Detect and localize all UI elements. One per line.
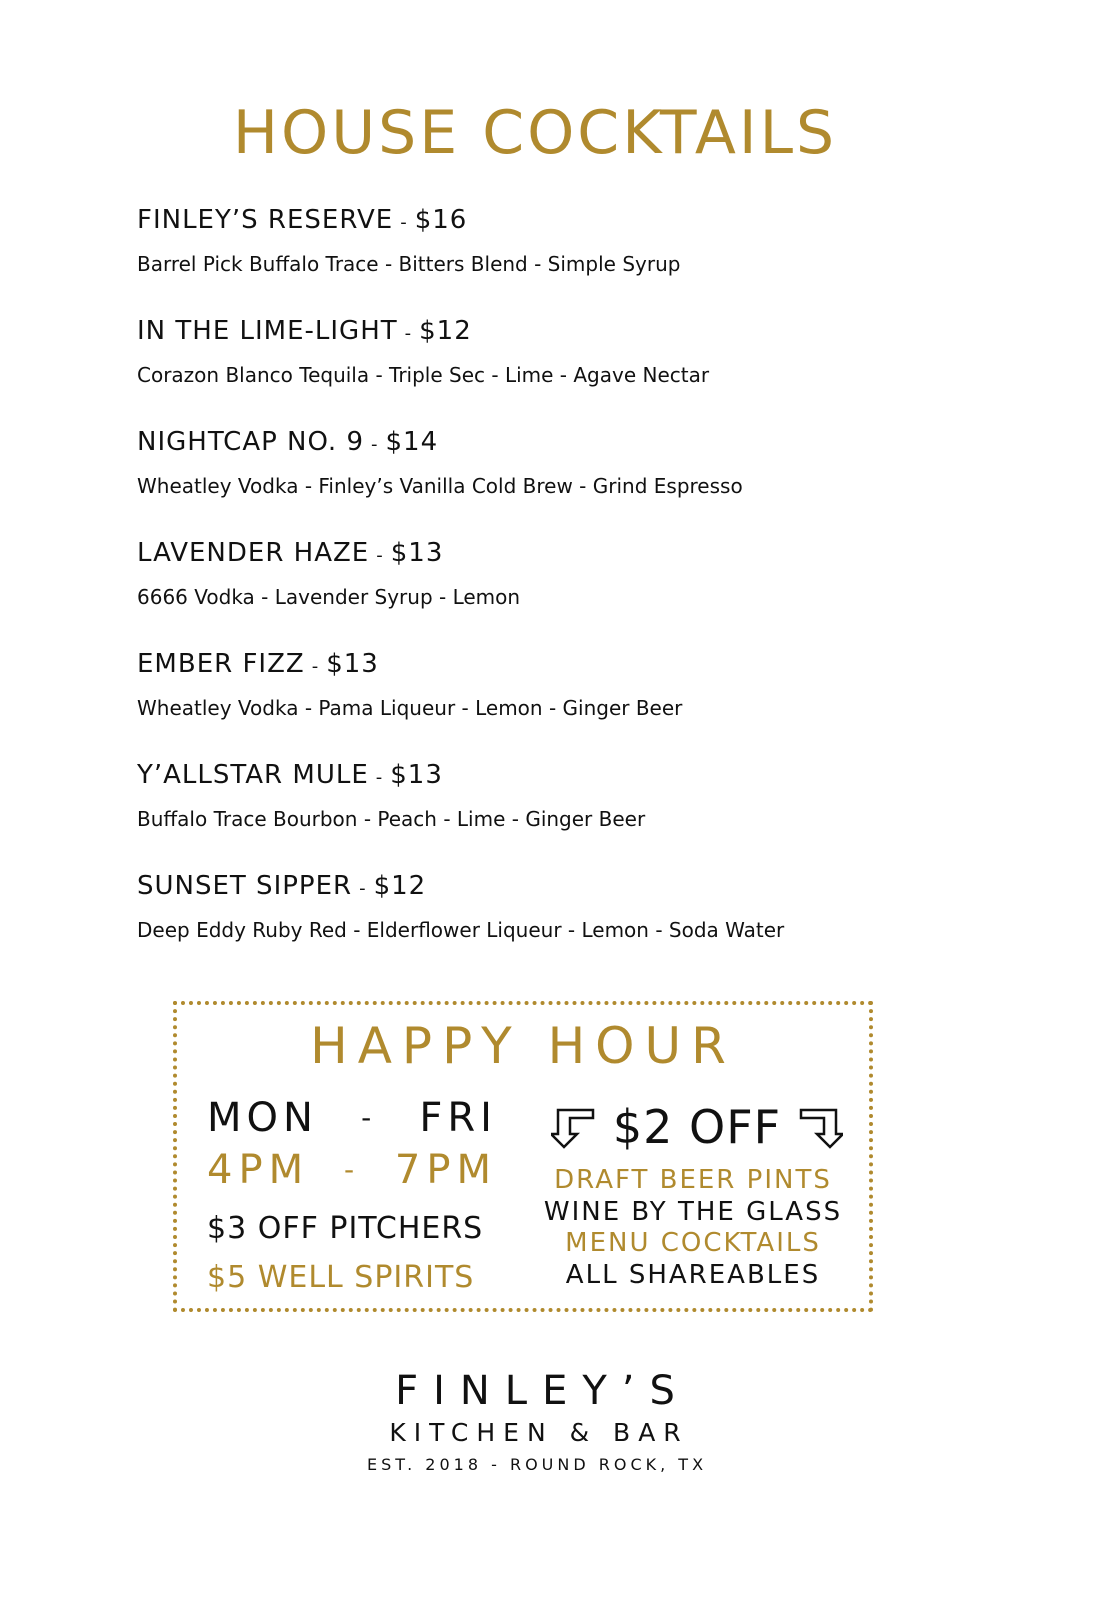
discount-label: $2 OFF [612, 1100, 782, 1154]
cocktail-name: FINLEY’S RESERVE [137, 205, 394, 235]
cocktail-heading [137, 535, 1037, 574]
cocktail-price: $16 [414, 205, 468, 235]
happy-hour-time [207, 1147, 497, 1193]
cocktail-heading [137, 757, 1037, 796]
cocktail-description: Deep Eddy Ruby Red - Elderflower Liqueur - Lemon - Soda Water [137, 918, 785, 942]
page-title: HOUSE COCKTAILS [232, 98, 838, 168]
price-separator: - [376, 545, 384, 566]
happy-hour-box [173, 1001, 873, 1312]
cocktail-description: Corazon Blanco Tequila - Triple Sec - Lime - Agave Nectar [137, 363, 710, 387]
cocktail-price: $12 [373, 871, 427, 901]
happy-hour-title: HAPPY HOUR [310, 1017, 736, 1075]
cocktail-price: $13 [390, 760, 443, 790]
price-separator: - [400, 212, 408, 233]
days-end: FRI [419, 1095, 497, 1141]
cocktail-price: $13 [326, 649, 379, 679]
cocktail-item [137, 424, 1037, 535]
cocktail-item [137, 202, 1037, 313]
brand-subtitle: KITCHEN & BAR [389, 1418, 689, 1447]
price-separator: - [371, 434, 379, 455]
curved-arrow-down-right-icon [797, 1104, 843, 1150]
cocktail-price: $13 [390, 538, 444, 568]
cocktail-item [137, 646, 1037, 757]
happy-hour-days [207, 1095, 497, 1141]
cocktail-heading [137, 868, 1037, 907]
brand-established: EST. 2018 - ROUND ROCK, TX [366, 1455, 708, 1474]
cocktail-name: IN THE LIME-LIGHT [137, 316, 398, 346]
cocktail-heading [137, 313, 1037, 352]
cocktail-price: $12 [419, 316, 472, 346]
discount-item: MENU COCKTAILS [565, 1228, 821, 1258]
price-separator: - [359, 878, 367, 899]
discount-item: WINE BY THE GLASS [543, 1196, 843, 1227]
price-separator: - [311, 656, 320, 677]
cocktail-heading [137, 646, 1037, 685]
discount-header [551, 1097, 843, 1157]
cocktail-item [137, 868, 1037, 979]
cocktail-heading [137, 202, 1037, 241]
time-start: 4PM [207, 1147, 310, 1193]
curved-arrow-down-left-icon [551, 1104, 597, 1150]
cocktail-item [137, 313, 1037, 424]
discount-item: DRAFT BEER PINTS [554, 1165, 832, 1195]
cocktail-item [137, 757, 1037, 868]
days-start: MON [207, 1095, 318, 1141]
brand-footer [0, 1368, 1070, 1474]
price-separator: - [404, 323, 413, 344]
cocktail-description: Buffalo Trace Bourbon - Peach - Lime - Ginger Beer [137, 807, 646, 831]
cocktail-description: Wheatley Vodka - Pama Liqueur - Lemon - Ginger Beer [137, 696, 683, 720]
time-end: 7PM [394, 1147, 497, 1193]
cocktail-name: NIGHTCAP NO. 9 [137, 427, 364, 457]
cocktail-description: Barrel Pick Buffalo Trace - Bitters Blend - Simple Syrup [137, 252, 681, 276]
pitcher-deal: $3 OFF PITCHERS [207, 1211, 484, 1246]
cocktail-item [137, 535, 1037, 646]
discount-items [543, 1165, 843, 1291]
spirits-deal: $5 WELL SPIRITS [207, 1260, 475, 1295]
cocktail-price: $14 [385, 427, 439, 457]
days-separator: - [361, 1101, 377, 1134]
brand-name: FINLEY’S [395, 1368, 690, 1414]
discount-item: ALL SHAREABLES [565, 1259, 821, 1290]
cocktail-list [137, 202, 1037, 979]
cocktail-name: Y’ALLSTAR MULE [137, 760, 369, 790]
cocktail-name: EMBER FIZZ [137, 649, 305, 679]
cocktail-name: LAVENDER HAZE [137, 538, 370, 568]
cocktail-description: 6666 Vodka - Lavender Syrup - Lemon [137, 585, 521, 609]
price-separator: - [375, 767, 384, 788]
time-separator: - [343, 1153, 361, 1186]
cocktail-heading [137, 424, 1037, 463]
cocktail-description: Wheatley Vodka - Finley’s Vanilla Cold Brew - Grind Espresso [137, 474, 743, 498]
cocktail-name: SUNSET SIPPER [137, 871, 353, 901]
